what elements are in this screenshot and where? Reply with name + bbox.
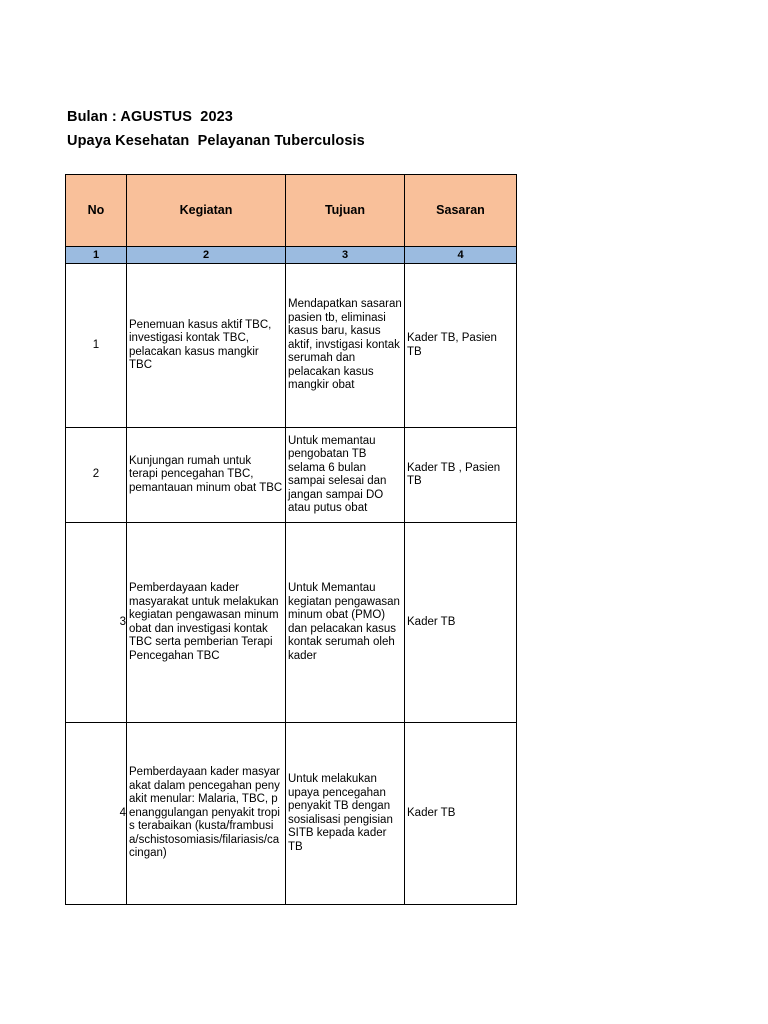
table-row — [66, 523, 517, 723]
table-row — [66, 264, 517, 428]
row-no: 3 — [66, 523, 127, 723]
column-number: 3 — [286, 247, 405, 264]
row-sasaran: Kader TB — [405, 723, 517, 905]
row-no: 1 — [66, 264, 127, 428]
row-tujuan: Untuk memantau pengobatan TB selama 6 bulan sampai selesai dan jangan sampai DO atau putus obat — [286, 428, 405, 523]
header-tujuan: Tujuan — [286, 175, 405, 247]
row-sasaran: Kader TB, Pasien TB — [405, 264, 517, 428]
column-number: 1 — [66, 247, 127, 264]
row-tujuan: Untuk Memantau kegiatan pengawasan minum obat (PMO) dan pelacakan kasus kontak serumah oleh kader — [286, 523, 405, 723]
row-kegiatan: Kunjungan rumah untuk terapi pencegahan TBC, pemantauan minum obat TBC — [127, 428, 286, 523]
header-no: No — [66, 175, 127, 247]
row-kegiatan: Penemuan kasus aktif TBC, investigasi kontak TBC, pelacakan kasus mangkir TBC — [127, 264, 286, 428]
header-kegiatan: Kegiatan — [127, 175, 286, 247]
column-number: 4 — [405, 247, 517, 264]
row-tujuan: Untuk melakukan upaya pencegahan penyakit TB dengan sosialisasi pengisian SITB kepada kader TB — [286, 723, 405, 905]
row-sasaran: Kader TB , Pasien TB — [405, 428, 517, 523]
row-kegiatan: Pemberdayaan kader masyarakat untuk melakukan kegiatan pengawasan minum obat dan investigasi kontak TBC serta pemberian Terapi Pencegahan TBC — [127, 523, 286, 723]
table-row — [66, 428, 517, 523]
month-title: Bulan : AGUSTUS 2023 — [67, 109, 233, 125]
column-number: 2 — [127, 247, 286, 264]
row-tujuan: Mendapatkan sasaran pasien tb, eliminasi kasus baru, kasus aktif, invstigasi kontak serumah dan pelacakan kasus mangkir obat — [286, 264, 405, 428]
row-sasaran: Kader TB — [405, 523, 517, 723]
program-title: Upaya Kesehatan Pelayanan Tuberculosis — [67, 133, 365, 149]
table-row — [66, 723, 517, 905]
header-sasaran: Sasaran — [405, 175, 517, 247]
row-kegiatan: Pemberdayaan kader masyarakat dalam pencegahan penyakit menular: Malaria, TBC, penanggulangan penyakit tropis terabaikan (kusta/frambusia/schistosomiasis/filariasis/cacingan) — [127, 723, 286, 905]
column-number-row — [66, 247, 517, 264]
activity-table — [65, 174, 517, 905]
table-header-row — [66, 175, 517, 247]
row-no: 2 — [66, 428, 127, 523]
row-no: 4 — [66, 723, 127, 905]
